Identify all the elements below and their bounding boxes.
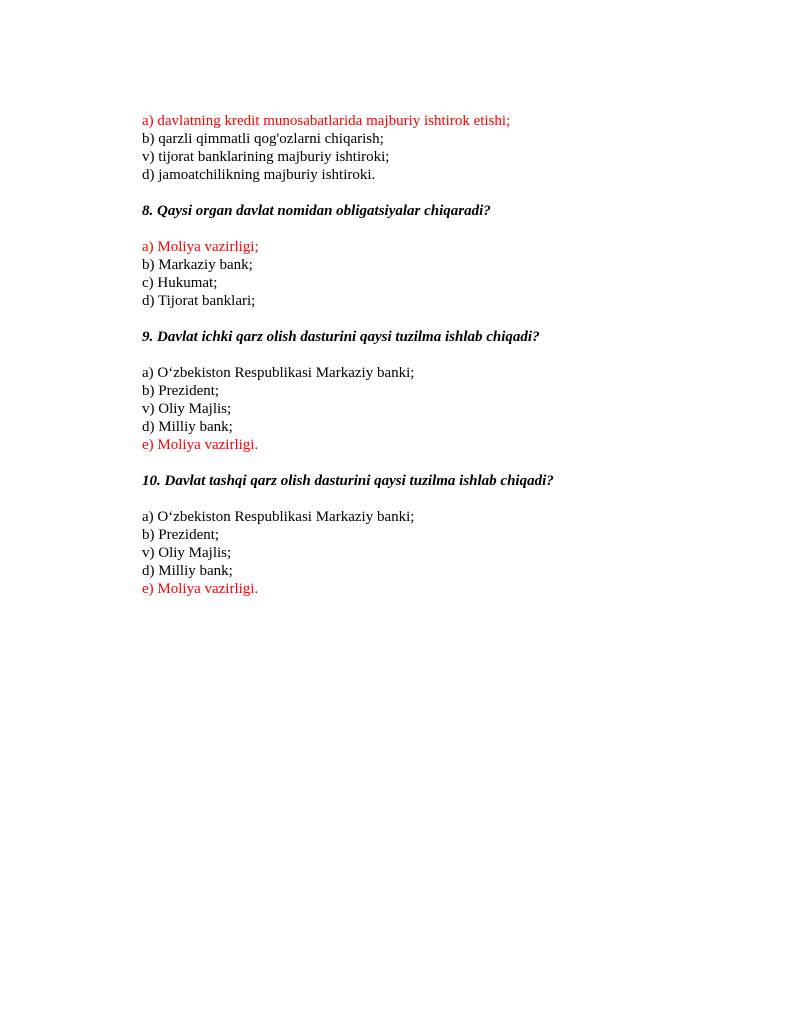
spacer (142, 490, 742, 508)
option-c: c) Hukumat; (142, 275, 218, 291)
document-page (142, 112, 742, 598)
question-8 (142, 202, 742, 310)
option-a-correct: a) Moliya vazirligi; (142, 239, 259, 255)
spacer (142, 184, 742, 202)
option-b: b) Prezident; (142, 527, 220, 543)
option-b: b) Prezident; (142, 383, 220, 399)
option-a-correct: a) davlatning kredit munosabatlarida majburiy ishtirok etishi; (142, 113, 511, 129)
question-10-title: 10. Davlat tashqi qarz olish dasturini qaysi tuzilma ishlab chiqadi? (142, 473, 554, 489)
question-10 (142, 472, 742, 598)
option-d: d) Tijorat banklari; (142, 293, 256, 309)
spacer (142, 454, 742, 472)
option-b: b) qarzli qimmatli qog'ozlarni chiqarish; (142, 131, 384, 147)
option-v: v) Oliy Majlis; (142, 545, 232, 561)
option-e-correct: e) Moliya vazirligi. (142, 581, 259, 597)
option-b: b) Markaziy bank; (142, 257, 253, 273)
option-a: a) O‘zbekiston Respublikasi Markaziy banki; (142, 509, 415, 525)
option-d: d) jamoatchilikning majburiy ishtiroki. (142, 167, 376, 183)
question-9-title: 9. Davlat ichki qarz olish dasturini qaysi tuzilma ishlab chiqadi? (142, 329, 540, 345)
option-a: a) O‘zbekiston Respublikasi Markaziy banki; (142, 365, 415, 381)
spacer (142, 346, 742, 364)
spacer (142, 220, 742, 238)
spacer (142, 310, 742, 328)
question-7-options (142, 112, 742, 184)
option-v: v) Oliy Majlis; (142, 401, 232, 417)
option-v: v) tijorat banklarining majburiy ishtiroki; (142, 149, 390, 165)
option-d: d) Milliy bank; (142, 563, 233, 579)
option-d: d) Milliy bank; (142, 419, 233, 435)
question-9 (142, 328, 742, 454)
question-8-title: 8. Qaysi organ davlat nomidan obligatsiyalar chiqaradi? (142, 203, 491, 219)
option-e-correct: e) Moliya vazirligi. (142, 437, 259, 453)
